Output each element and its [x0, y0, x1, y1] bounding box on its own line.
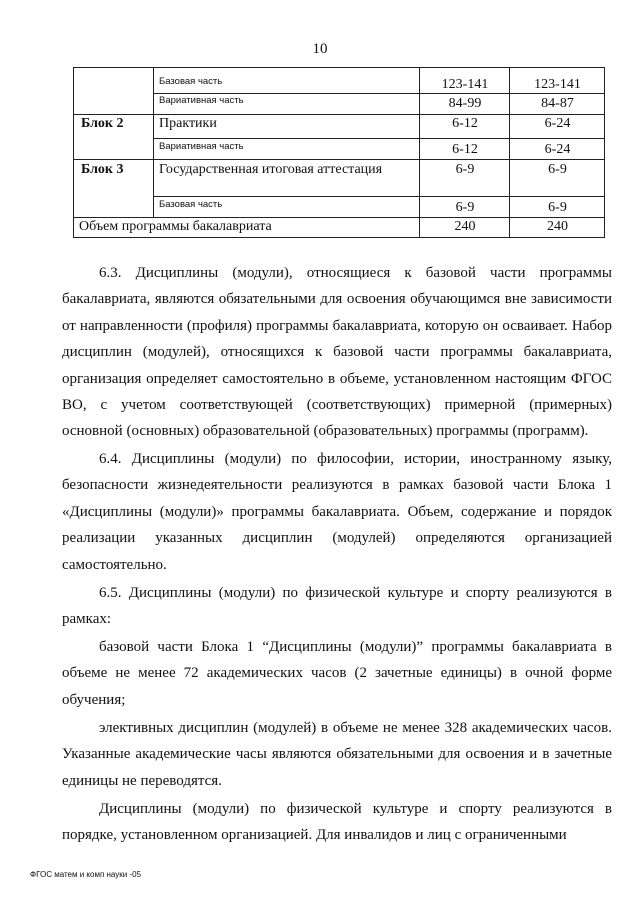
table-row-name: Базовая часть	[159, 76, 223, 87]
table-block-label: Блок 3	[81, 162, 124, 177]
table-row-name: Вариативная часть	[159, 141, 244, 152]
table-row-value: 6-9	[455, 200, 475, 215]
paragraph-6-5: 6.5. Дисциплины (модули) по физической культуре и спорту реализуются в рамках:	[62, 585, 612, 628]
paragraph-basic-part: базовой части Блока 1 “Дисциплины (модули)” программы бакалавриата в объеме не менее 72 академических часов (2 зачетные единицы) в очной форме обучения;	[62, 639, 612, 708]
table-row-value: 6-9	[548, 162, 567, 177]
table-row-value: 84-99	[448, 96, 482, 111]
credits-table	[73, 67, 605, 238]
table-row-value: 6-24	[544, 116, 571, 131]
table-row-value: 123-141	[534, 77, 581, 92]
table-row-name: Базовая часть	[159, 199, 223, 210]
table-row-name: Вариативная часть	[159, 95, 244, 106]
table-block-label: Блок 2	[81, 116, 124, 131]
page-number: 10	[312, 41, 328, 57]
table-total-value: 240	[547, 219, 568, 234]
table-total-label: Объем программы бакалавриата	[79, 219, 272, 234]
paragraph-pe-order: Дисциплины (модули) по физической культуре и спорту реализуются в порядке, установленном организацией. Для инвалидов и лиц с ограниченными	[62, 801, 612, 844]
table-row-value: 6-24	[544, 142, 571, 157]
table-row-value: 84-87	[541, 96, 574, 111]
table-row-value: 6-9	[455, 162, 475, 177]
paragraph-elective: элективных дисциплин (модулей) в объеме не менее 328 академических часов. Указанные академические часы являются обязательными для освоения и в зачетные единицы не переводятся.	[62, 720, 612, 789]
table-row-value: 123-141	[441, 77, 489, 92]
table-row-name: Государственная итоговая аттестация	[159, 162, 383, 177]
table-row-value: 6-9	[548, 200, 567, 215]
footer-label: ФГОС матем и комп науки -05	[30, 870, 142, 879]
table-total-value: 240	[454, 219, 476, 234]
paragraph-6-3: 6.3. Дисциплины (модули), относящиеся к базовой части программы бакалавриата, являются обязательными для освоения обучающимся вне зависимости от направленности (профиля) программы бакалавриата, которую он осваивает. Набор дисциплин (модулей), относящихся к базовой части программы бакалавриата, организация определяет самостоятельно в объеме, установленном настоящим ФГОС ВО, с учетом соответствующей (соответствующих) примерной (примерных) основной (основных) образовательной (образовательных) программы (программ).	[62, 265, 612, 440]
table-row-value: 6-12	[452, 116, 478, 131]
table-row-value: 6-12	[452, 142, 478, 157]
table-row-name: Практики	[159, 116, 217, 131]
paragraph-6-4: 6.4. Дисциплины (модули) по философии, истории, иностранному языку, безопасности жизнедеятельности реализуются в рамках базовой части Блока 1 «Дисциплины (модули)» программы бакалавриата. Объем, содержание и порядок реализации указанных дисциплин (модулей) определяются организацией самостоятельно.	[62, 451, 612, 573]
